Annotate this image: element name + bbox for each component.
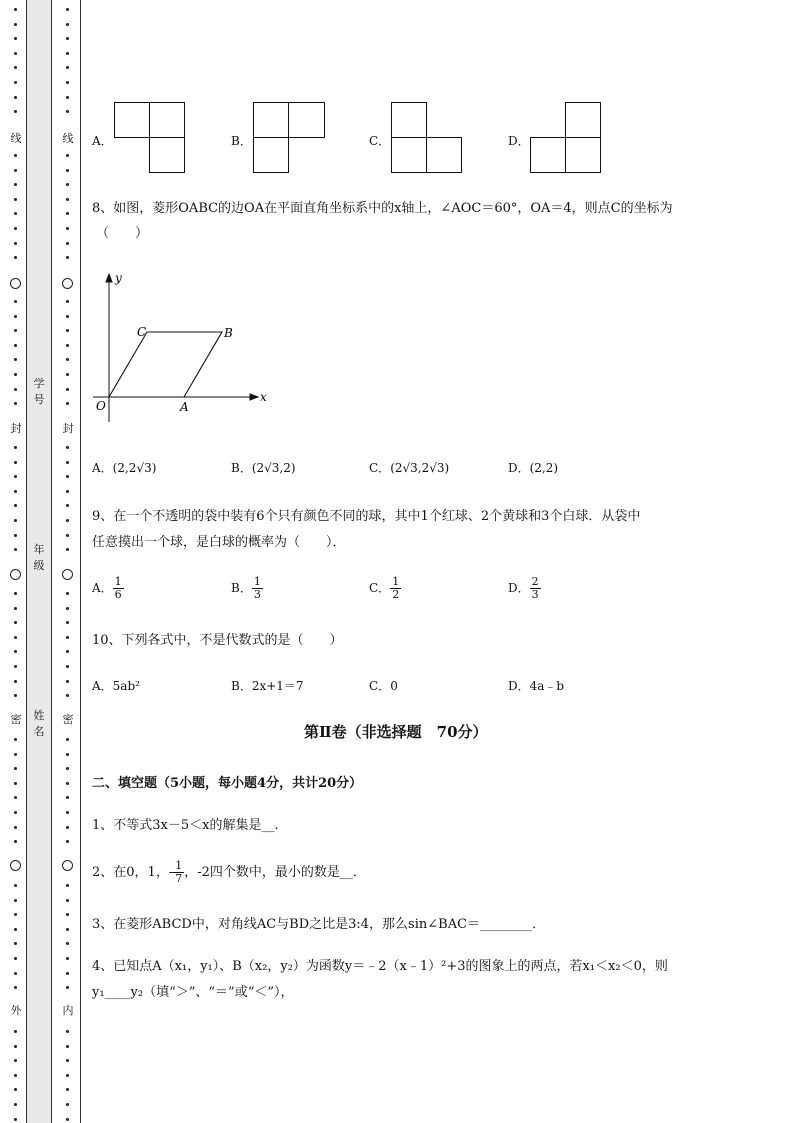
q7-option-c-figure — [391, 102, 463, 174]
binding-dot — [66, 490, 69, 493]
fig-label-b: B — [224, 326, 233, 340]
binding-dot — [66, 607, 69, 610]
binding-line — [80, 0, 81, 1123]
binding-dot — [14, 329, 17, 332]
binding-dot — [14, 446, 17, 449]
binding-dot — [66, 329, 69, 332]
binding-dot — [14, 972, 17, 975]
binding-dot — [14, 256, 17, 259]
binding-dot — [14, 899, 17, 902]
fill-q4-line2: y₁____y₂（填“＞”、“＝”或“＜”）， — [92, 985, 294, 1000]
binding-dot — [66, 52, 69, 55]
binding-dot — [66, 738, 69, 741]
binding-dot — [66, 650, 69, 653]
binding-dot — [14, 548, 17, 551]
binding-dot — [14, 753, 17, 756]
binding-dot — [66, 840, 69, 843]
binding-dot — [66, 753, 69, 756]
binding-dot — [66, 680, 69, 683]
binding-dot — [66, 8, 69, 11]
q10-option-b: B．2x+1＝7 — [231, 679, 304, 693]
binding-dot — [14, 1103, 17, 1106]
binding-dot — [66, 899, 69, 902]
binding-dot — [66, 461, 69, 464]
binding-dot — [66, 972, 69, 975]
binding-circle-mark — [62, 569, 73, 580]
binding-dot — [66, 1103, 69, 1106]
q9-option-a: A． $\frac{1}{6}$ — [92, 575, 122, 601]
binding-dot — [66, 957, 69, 960]
binding-dot — [66, 1059, 69, 1062]
binding-char-mark: 内 — [62, 1004, 74, 1017]
binding-dot — [66, 154, 69, 157]
binding-dot — [14, 913, 17, 916]
binding-dot — [66, 694, 69, 697]
fig-label-y: y — [115, 271, 122, 285]
fill-q3: 3、在菱形ABCD中，对角线AC与BD之比是3:4，那么sin∠BAC＝________． — [92, 917, 546, 932]
binding-dot — [66, 986, 69, 989]
q9-text-line2: 任意摸出一个球，是白球的概率为（ ）． — [92, 535, 346, 550]
fill-q1: 1、不等式3x－5＜x的解集是__． — [92, 818, 288, 833]
binding-dot — [66, 183, 69, 186]
binding-dot — [66, 519, 69, 522]
binding-dot — [66, 826, 69, 829]
section2-header: 二、填空题（5小题，每小题4分，共计20分） — [92, 776, 363, 791]
binding-dot — [14, 504, 17, 507]
binding-dot — [66, 592, 69, 595]
binding-dot — [66, 636, 69, 639]
binding-dot — [14, 23, 17, 26]
binding-dot — [66, 300, 69, 303]
binding-dot — [14, 52, 17, 55]
binding-dot — [66, 884, 69, 887]
binding-dot — [66, 475, 69, 478]
binding-dot — [66, 1074, 69, 1077]
q8-option-b: B．(2√3,2) — [231, 461, 296, 475]
binding-dot — [14, 840, 17, 843]
q7-option-d-figure — [530, 102, 602, 174]
binding-dot — [14, 66, 17, 69]
binding-dot — [14, 8, 17, 11]
binding-dot — [14, 81, 17, 84]
q10-option-a: A．5ab² — [92, 679, 140, 693]
q7-option-a-figure — [114, 102, 186, 174]
binding-dot — [66, 534, 69, 537]
binding-char-mark: 外 — [10, 1004, 22, 1017]
binding-char-mark: 密 — [10, 713, 22, 726]
binding-dot — [66, 37, 69, 40]
binding-dot — [66, 928, 69, 931]
binding-dot — [14, 154, 17, 157]
binding-dot — [66, 548, 69, 551]
binding-dot — [66, 256, 69, 259]
binding-dot — [14, 1118, 17, 1121]
q9-option-c: C． $\frac{1}{2}$ — [369, 575, 400, 601]
q9-text-line1: 9、在一个不透明的袋中装有6个只有颜色不同的球，其中1个红球、2个黄球和3个白球．从袋中 — [92, 509, 641, 524]
binding-dot — [14, 37, 17, 40]
binding-dot — [14, 636, 17, 639]
binding-dot — [66, 198, 69, 201]
binding-dot — [14, 884, 17, 887]
binding-dot — [14, 534, 17, 537]
binding-dot — [14, 344, 17, 347]
binding-dot — [66, 1045, 69, 1048]
field-student-number: 学号 — [33, 377, 45, 406]
binding-dot — [14, 957, 17, 960]
binding-circle-mark — [62, 860, 73, 871]
binding-dot — [66, 315, 69, 318]
binding-dot — [14, 607, 17, 610]
binding-dot — [14, 811, 17, 814]
binding-dot — [14, 1059, 17, 1062]
binding-dot — [14, 519, 17, 522]
binding-dot — [14, 942, 17, 945]
binding-dot — [66, 796, 69, 799]
binding-dot — [66, 212, 69, 215]
outer-dotted-column — [8, 0, 24, 1123]
q9-option-b: B． $\frac{1}{3}$ — [231, 575, 261, 601]
fig-label-o: O — [96, 399, 106, 413]
binding-dot — [14, 1074, 17, 1077]
q8-option-d: D．(2,2) — [508, 461, 559, 475]
binding-dot — [66, 81, 69, 84]
q10-option-c: C．0 — [369, 679, 398, 693]
binding-dot — [14, 242, 17, 245]
binding-dot — [14, 212, 17, 215]
q10-text: 10、下列各式中，不是代数式的是（ ） — [92, 633, 343, 648]
binding-circle-mark — [10, 278, 21, 289]
binding-dot — [66, 913, 69, 916]
binding-dot — [66, 811, 69, 814]
binding-dot — [14, 198, 17, 201]
binding-dot — [66, 388, 69, 391]
binding-dot — [14, 680, 17, 683]
binding-dot — [14, 475, 17, 478]
binding-dot — [14, 650, 17, 653]
binding-dot — [66, 66, 69, 69]
binding-dot — [14, 461, 17, 464]
binding-dot — [14, 402, 17, 405]
q10-option-d: D．4a﹣b — [508, 679, 565, 693]
field-name: 姓名 — [33, 709, 45, 738]
binding-dot — [66, 96, 69, 99]
binding-dot — [66, 344, 69, 347]
binding-circle-mark — [10, 569, 21, 580]
binding-dot — [66, 110, 69, 113]
q8-text-line2: （ ） — [96, 226, 149, 241]
binding-dot — [66, 1118, 69, 1121]
binding-dot — [14, 96, 17, 99]
binding-dot — [14, 826, 17, 829]
binding-dot — [14, 1088, 17, 1091]
binding-dot — [14, 169, 17, 172]
binding-dot — [66, 767, 69, 770]
q8-rhombus-figure — [88, 262, 278, 430]
binding-margin — [0, 0, 82, 1123]
binding-dot — [14, 592, 17, 595]
binding-char-mark: 封 — [62, 422, 74, 435]
binding-dot — [66, 1030, 69, 1033]
binding-dot — [66, 358, 69, 361]
binding-dot — [14, 694, 17, 697]
binding-dot — [14, 300, 17, 303]
binding-dot — [14, 665, 17, 668]
inner-dotted-column — [60, 0, 76, 1123]
binding-dot — [14, 110, 17, 113]
binding-dot — [14, 928, 17, 931]
fill-q2: 2、在0，1，- $\frac{1}{7}$ ，-2四个数中，最小的数是__． — [92, 859, 366, 885]
binding-dot — [66, 504, 69, 507]
q8-option-c: C．(2√3,2√3) — [369, 461, 450, 475]
q7-option-b-figure — [253, 102, 327, 174]
q7-option-b-label: B． — [231, 134, 252, 148]
binding-dot — [66, 782, 69, 785]
binding-dot — [66, 1088, 69, 1091]
binding-dot — [66, 665, 69, 668]
q8-option-a: A．(2,2√3) — [92, 461, 157, 475]
q9-option-d: D． $\frac{2}{3}$ — [508, 575, 539, 601]
binding-dot — [14, 1030, 17, 1033]
fig-label-x: x — [260, 390, 267, 404]
q7-option-a-label: A． — [92, 134, 113, 148]
fig-label-c: C — [137, 325, 147, 339]
binding-dot — [14, 358, 17, 361]
binding-dot — [14, 227, 17, 230]
binding-dot — [66, 227, 69, 230]
binding-dot — [14, 373, 17, 376]
binding-char-mark: 线 — [62, 132, 74, 145]
binding-circle-mark — [10, 860, 21, 871]
binding-dot — [14, 767, 17, 770]
binding-dot — [14, 183, 17, 186]
binding-dot — [14, 490, 17, 493]
fig-label-a: A — [180, 400, 189, 414]
binding-dot — [66, 242, 69, 245]
binding-dot — [14, 986, 17, 989]
binding-dot — [66, 942, 69, 945]
field-grade: 年级 — [33, 543, 45, 572]
q7-option-c-label: C． — [369, 134, 391, 148]
binding-dot — [14, 388, 17, 391]
q7-option-d-label: D． — [508, 134, 530, 148]
binding-dot — [14, 782, 17, 785]
q8-text-line1: 8、如图，菱形OABC的边OA在平面直角坐标系中的x轴上，∠AOC＝60°，OA＝4，则点C的坐标为 — [92, 201, 673, 216]
binding-dot — [14, 1045, 17, 1048]
binding-dot — [66, 402, 69, 405]
binding-dot — [66, 621, 69, 624]
binding-dot — [66, 169, 69, 172]
binding-dot — [66, 446, 69, 449]
binding-char-mark: 密 — [62, 713, 74, 726]
binding-circle-mark — [62, 278, 73, 289]
binding-dot — [14, 315, 17, 318]
binding-dot — [14, 621, 17, 624]
binding-dot — [14, 796, 17, 799]
binding-dot — [66, 373, 69, 376]
binding-dot — [66, 23, 69, 26]
part2-title: 第Ⅱ卷（非选择题 70分） — [304, 723, 488, 741]
binding-char-mark: 封 — [10, 422, 22, 435]
binding-dot — [14, 738, 17, 741]
binding-char-mark: 线 — [10, 132, 22, 145]
fill-q4-line1: 4、已知点A（x₁，y₁）、B（x₂，y₂）为函数y＝﹣2（x﹣1）²+3的图象上的两点，若x₁＜x₂＜0，则 — [92, 959, 668, 974]
